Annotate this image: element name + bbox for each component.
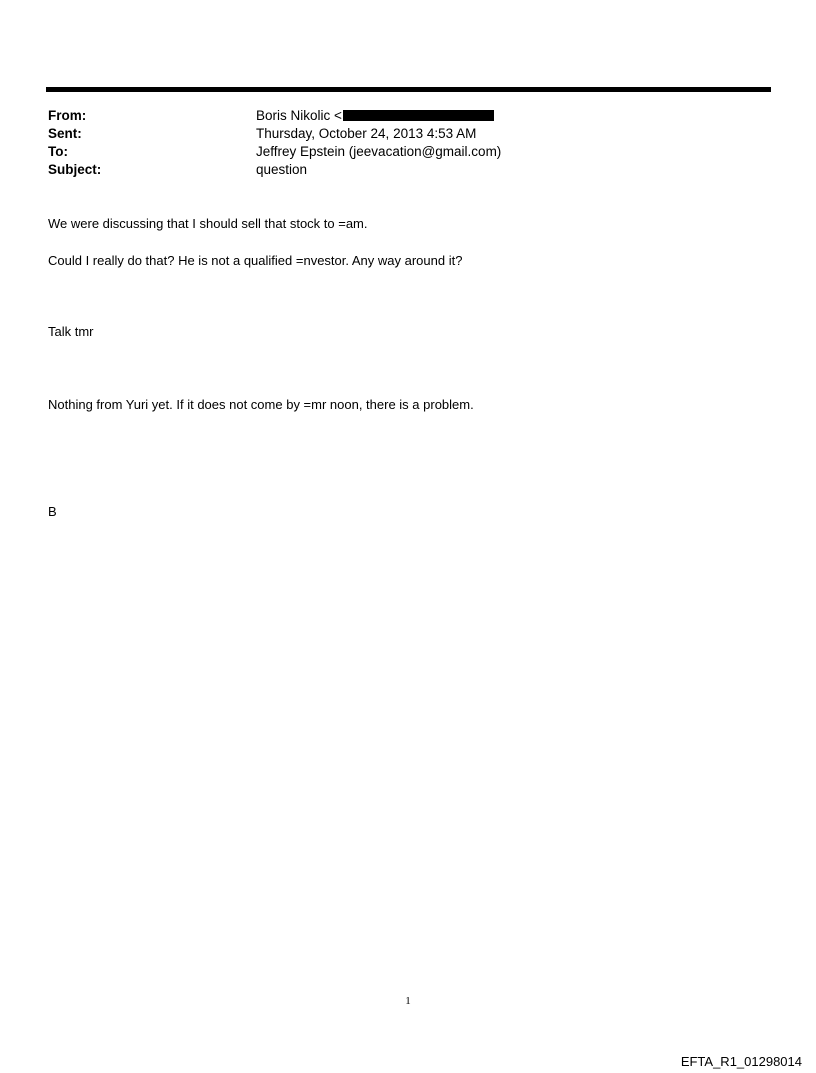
body-line-1: We were discussing that I should sell that stock to =am. xyxy=(48,216,368,231)
subject-label: Subject: xyxy=(48,162,102,177)
sent-label: Sent: xyxy=(48,126,82,141)
from-label: From: xyxy=(48,108,87,123)
body-line-2: Could I really do that? He is not a qualified =nvestor. Any way around it? xyxy=(48,253,463,268)
subject-row xyxy=(48,161,748,179)
sent-value: Thursday, October 24, 2013 4:53 AM xyxy=(256,126,477,141)
from-value xyxy=(256,107,494,125)
signature: B xyxy=(48,504,57,519)
header-divider xyxy=(46,87,771,92)
sent-row xyxy=(48,125,748,143)
to-row xyxy=(48,143,748,161)
from-name: Boris Nikolic < xyxy=(256,108,342,123)
to-value: Jeffrey Epstein (jeevacation@gmail.com) xyxy=(256,144,502,159)
to-label: To: xyxy=(48,144,68,159)
email-header xyxy=(48,107,748,179)
page-number: 1 xyxy=(405,995,411,1007)
document-id: EFTA_R1_01298014 xyxy=(680,1054,802,1069)
redaction-bar xyxy=(343,110,494,121)
from-row xyxy=(48,107,748,125)
body-line-3: Talk tmr xyxy=(48,324,94,339)
subject-value: question xyxy=(256,162,308,177)
body-line-4: Nothing from Yuri yet. If it does not come by =mr noon, there is a problem. xyxy=(48,397,474,412)
